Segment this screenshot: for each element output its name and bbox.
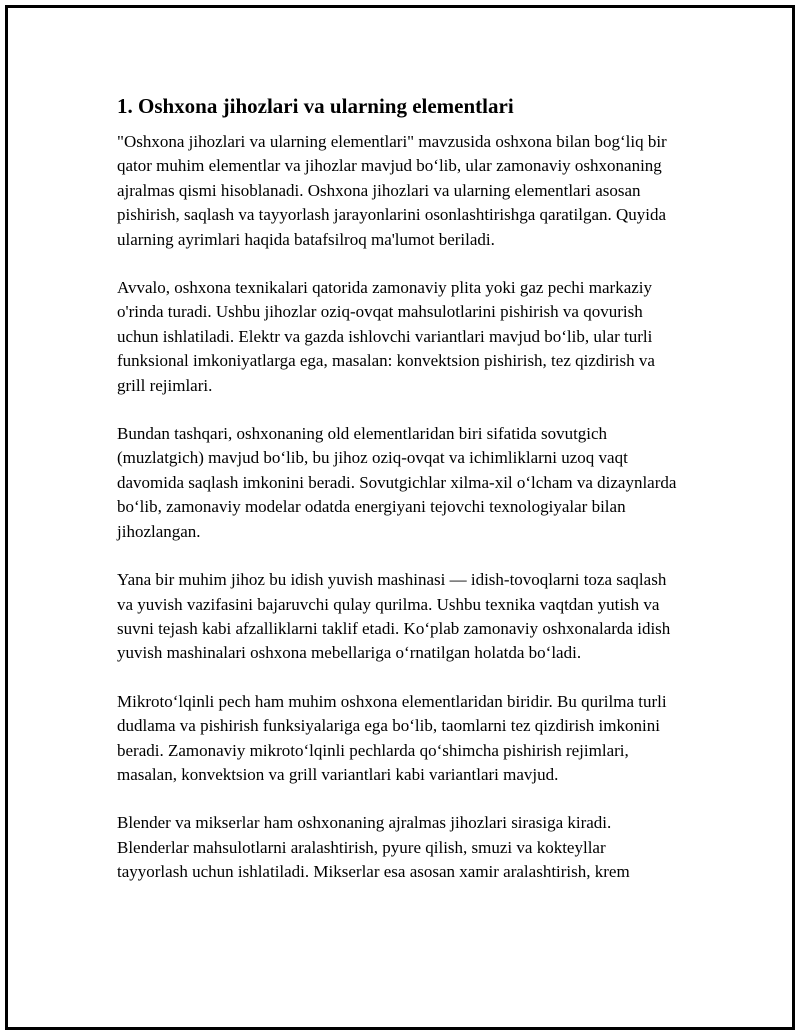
section-heading: 1. Oshxona jihozlari va ularning elementlari — [117, 94, 514, 118]
paragraph-microwave: Mikroto‘lqinli pech ham muhim oshxona elementlaridan biridir. Bu qurilma turli dudlama va pishirish funksiyalariga ega bo‘lib, taomlarni tez qizdirish imkonini beradi. Zamonaviy mikroto‘lqinli pechlarda qo‘shimcha pishirish rejimlari, masalan, konvektsion va grill variantlari kabi variantlari mavjud. — [117, 691, 667, 784]
document-body — [117, 92, 677, 909]
paragraph-intro: "Oshxona jihozlari va ularning elementlari" mavzusida oshxona bilan bog‘liq bir qator muhim elementlar va jihozlar mavjud bo‘lib, ular zamonaviy oshxonaning ajralmas qismi hisoblanadi. Oshxona jihozlari va ularning elementlari asosan pishirish, saqlash va tayyorlash jarayonlarini osonlashtirishga qaratilgan. Quyida ularning ayrimlari haqida batafsilroq ma'lumot beriladi. — [117, 132, 667, 249]
paragraph-dishwasher: Yana bir muhim jihoz bu idish yuvish mashinasi — idish-tovoqlarni toza saqlash va yuvish vazifasini bajaruvchi qulay qurilma. Ushbu texnika vaqtdan yutish va suvni tejash kabi afzalliklarni taklif etadi. Ko‘plab zamonaviy oshxonalarda idish yuvish mashinalari oshxona mebellariga o‘rnatilgan holatda bo‘ladi. — [117, 570, 671, 663]
paragraph-stove: Avvalo, oshxona texnikalari qatorida zamonaviy plita yoki gaz pechi markaziy o'rinda turadi. Ushbu jihozlar oziq-ovqat mahsulotlarini pishirish va qovurish uchun ishlatiladi. Elektr va gazda ishlovchi variantlari mavjud bo‘lib, ular turli funksional imkoniyatlarga ega, masalan: konvektsion pishirish, tez qizdirish va grill rejimlari. — [117, 278, 655, 395]
paragraph-blender-mixer: Blender va mikserlar ham oshxonaning ajralmas jihozlari sirasiga kiradi. Blenderlar mahsulotlarni aralashtirish, pyure qilish, smuzi va kokteyllar tayyorlash uchun ishlatiladi. Mikserlar esa asosan xamir aralashtirish, krem — [117, 813, 630, 882]
paragraph-refrigerator: Bundan tashqari, oshxonaning old elementlaridan biri sifatida sovutgich (muzlatgich) mavjud bo‘lib, bu jihoz oziq-ovqat va ichimliklarni uzoq vaqt davomida saqlash imkonini beradi. Sovutgichlar xilma-xil o‘lcham va dizaynlarda bo‘lib, zamonaviy modelar odatda energiyani tejovchi texnologiyalar bilan jihozlangan. — [117, 424, 677, 541]
